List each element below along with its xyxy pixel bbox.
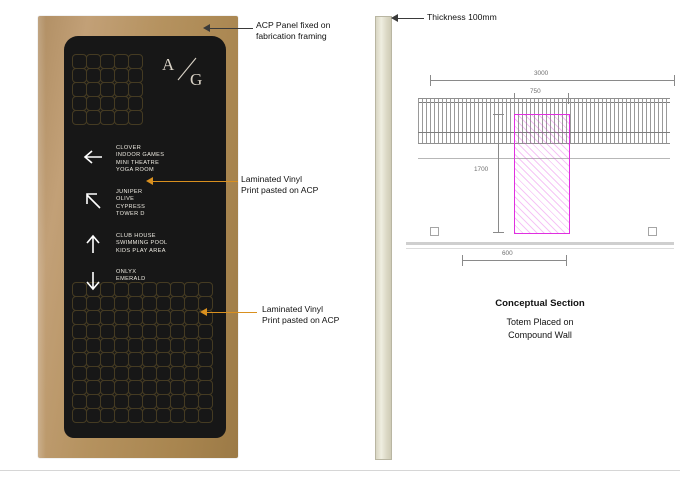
lattice-cell [184,408,199,423]
annotation-line: fabrication framing [256,31,327,42]
section-subtitle [406,316,674,342]
lattice-cell [128,338,143,353]
dimension-line-base-offset [462,260,566,261]
conceptual-section-drawing [406,66,674,316]
lattice-cell [170,394,185,409]
lattice-cell [198,408,213,423]
directory-lines-4 [116,269,146,284]
lattice-cell [156,394,171,409]
lattice-cell [72,310,87,325]
section-subtitle-line: Totem Placed on [506,317,574,327]
acp-panel [64,36,226,438]
annotation-acp-panel [256,20,366,43]
lattice-cell [100,82,115,97]
lattice-cell [114,110,129,125]
lattice-cell [72,366,87,381]
lattice-cell [72,338,87,353]
dimension-tick [493,114,504,115]
wall-post-right [648,227,657,236]
lattice-cell [156,296,171,311]
lattice-cell [142,324,157,339]
lattice-cell [198,366,213,381]
lattice-cell [142,338,157,353]
lattice-cell [86,408,101,423]
lattice-cell [72,68,87,83]
dimension-line-totem-height [498,114,499,232]
lattice-cell [142,310,157,325]
lattice-cell [100,338,115,353]
lattice-cell [128,408,143,423]
lattice-cell [156,352,171,367]
lattice-cell [86,352,101,367]
lattice-cell [86,96,101,111]
lattice-cell [170,324,185,339]
lattice-cell [100,310,115,325]
arrow-up-icon [80,232,106,258]
lattice-cell [142,296,157,311]
dimension-tick [493,232,504,233]
directory-line: INDOOR GAMES [116,152,165,159]
lattice-cell [198,338,213,353]
directory-line: SWIMMING POOL [116,240,168,247]
totem-elevation [38,16,238,458]
lattice-cell [86,338,101,353]
lattice-cell [86,310,101,325]
lattice-cell [114,310,129,325]
lattice-cell [114,96,129,111]
lattice-cell [72,296,87,311]
directory-line: CLUB HOUSE [116,233,156,239]
lattice-cell [114,408,129,423]
lattice-cell [100,352,115,367]
leader-arrowhead-acp-panel [203,24,210,32]
annotation-line: Print pasted on ACP [241,185,319,196]
lattice-cell [170,296,185,311]
lattice-cell [142,380,157,395]
lattice-cell [86,366,101,381]
lattice-cell [100,380,115,395]
section-subtitle-line: Compound Wall [508,330,572,340]
directory-line: OLIVE [116,196,135,203]
lattice-cell [170,282,185,297]
directory-lines-3 [116,233,167,255]
lattice-cell [72,54,87,69]
ground-line-secondary [406,248,674,249]
lattice-cell [100,110,115,125]
lattice-cell [100,324,115,339]
dimension-overall-width: 3000 [534,70,549,77]
lattice-cell [128,82,143,97]
directory-line: JUNIPER [116,189,143,195]
lattice-cell [198,394,213,409]
lattice-cell [170,338,185,353]
lattice-cell [170,310,185,325]
ground-line [406,242,674,245]
lattice-cell [156,408,171,423]
lattice-cell [128,54,143,69]
leader-line-thickness [394,18,424,19]
lattice-cell [86,324,101,339]
lattice-cell [128,352,143,367]
svg-text:A: A [162,55,175,74]
lattice-cell [86,68,101,83]
brand-logo [160,50,212,94]
lattice-cell [100,96,115,111]
lattice-cell [100,54,115,69]
lattice-cell [86,82,101,97]
lattice-cell [156,282,171,297]
dimension-tick [674,75,675,86]
directory-line: EMERALD [116,276,146,283]
lattice-cell [128,394,143,409]
lattice-cell [100,366,115,381]
lattice-cell [170,408,185,423]
dimension-totem-height: 1700 [474,166,489,173]
directory-lines-2 [116,189,145,219]
lattice-cell [114,296,129,311]
lattice-pattern-top [72,54,146,128]
wall-post-left [430,227,439,236]
lattice-cell [128,296,143,311]
lattice-cell [184,352,199,367]
totem-section-outline [514,114,570,234]
lattice-cell [142,408,157,423]
directory-lines-1 [116,145,164,175]
lattice-cell [114,68,129,83]
lattice-cell [72,82,87,97]
dimension-tick [462,255,463,266]
annotation-thickness: Thickness 100mm [427,12,497,22]
lattice-cell [170,380,185,395]
lattice-cell [114,54,129,69]
lattice-cell [142,282,157,297]
lattice-cell [114,82,129,97]
directory-line: MINI THEATRE [116,159,160,166]
lattice-cell [72,324,87,339]
lattice-cell [198,380,213,395]
lattice-cell [114,282,129,297]
arrow-up-left-icon [80,188,106,214]
lattice-cell [86,296,101,311]
lattice-cell [86,394,101,409]
lattice-cell [72,352,87,367]
directory-line: KIDS PLAY AREA [116,247,166,254]
lattice-cell [184,380,199,395]
leader-line-vinyl-top [150,181,238,182]
lattice-cell [72,96,87,111]
dimension-totem-width: 750 [530,88,541,95]
lattice-cell [156,380,171,395]
lattice-cell [156,324,171,339]
lattice-cell [72,394,87,409]
lattice-cell [100,68,115,83]
annotation-line: Laminated Vinyl [241,174,302,184]
leader-line-vinyl-bottom [205,312,257,313]
leader-arrowhead-vinyl-bottom [200,308,207,316]
lattice-cell [128,366,143,381]
directory-line: YOGA ROOM [116,167,154,174]
lattice-cell [72,110,87,125]
lattice-cell [128,310,143,325]
lattice-cell [86,380,101,395]
lattice-cell [100,408,115,423]
lattice-cell [128,380,143,395]
lattice-cell [142,366,157,381]
lattice-cell [72,408,87,423]
lattice-cell [198,324,213,339]
lattice-cell [198,282,213,297]
lattice-cell [114,366,129,381]
annotation-vinyl-top [241,174,361,197]
totem-side-profile [375,16,392,460]
lattice-cell [156,366,171,381]
lattice-cell [114,394,129,409]
lattice-cell [128,68,143,83]
section-title: Conceptual Section [495,298,585,309]
svg-text:G: G [190,70,203,89]
annotation-vinyl-bottom [262,304,382,327]
lattice-cell [156,310,171,325]
leader-line-acp-panel [205,28,253,29]
lattice-cell [128,282,143,297]
lattice-cell [114,338,129,353]
lattice-cell [128,324,143,339]
lattice-cell [184,394,199,409]
lattice-cell [100,296,115,311]
annotation-line: ACP Panel fixed on [256,20,331,30]
dimension-tick [430,75,431,86]
lattice-cell [128,96,143,111]
dimension-base-offset: 600 [502,250,513,257]
lattice-cell [142,352,157,367]
lattice-cell [156,338,171,353]
lattice-cell [142,394,157,409]
lattice-cell [128,110,143,125]
directory-line: CLOVER [116,145,142,151]
leader-arrowhead-thickness [391,14,398,22]
arrow-down-icon [80,268,106,294]
lattice-cell [114,352,129,367]
lattice-cell [100,394,115,409]
annotation-line: Laminated Vinyl [262,304,323,314]
directory-line: ONLYX [116,269,137,275]
lattice-cell [72,380,87,395]
lattice-cell [198,352,213,367]
dimension-tick [566,255,567,266]
directory-line: TOWER D [116,211,145,218]
annotation-line: Print pasted on ACP [262,315,340,326]
lattice-cell [114,380,129,395]
dimension-line-overall [430,80,674,81]
lattice-cell [114,324,129,339]
lattice-pattern-bottom [72,282,212,422]
arrow-left-icon [80,144,106,170]
lattice-cell [170,352,185,367]
lattice-cell [184,324,199,339]
footer-space [0,471,680,494]
lattice-cell [86,54,101,69]
lattice-cell [184,310,199,325]
lattice-cell [86,110,101,125]
lattice-cell [184,296,199,311]
lattice-cell [170,366,185,381]
lattice-cell [184,282,199,297]
leader-arrowhead-vinyl-top [146,177,153,185]
directory-line: CYPRESS [116,203,146,210]
lattice-cell [184,366,199,381]
lattice-cell [184,338,199,353]
